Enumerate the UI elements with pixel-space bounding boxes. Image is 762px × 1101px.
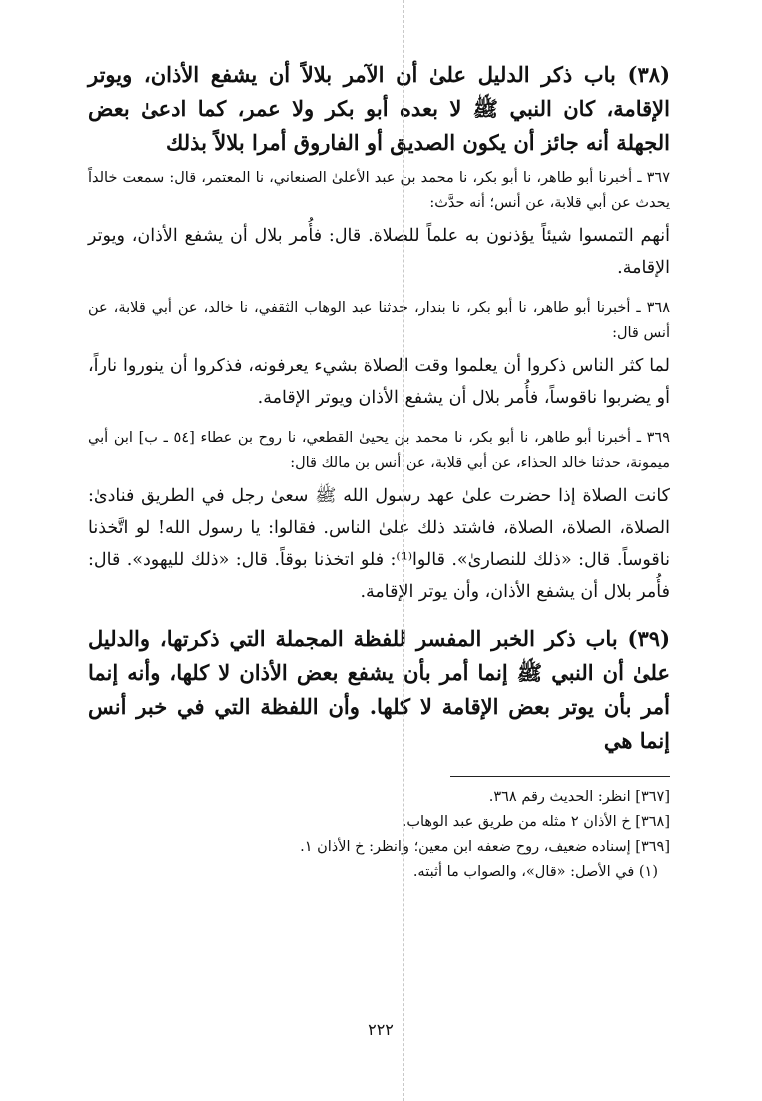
hadith-isnad: ٣٦٩ ـ أخبرنا أبو طاهر، نا أبو بكر، نا محمد بن يحيىٰ القطعي، نا روح بن عطاء [٥٤ ـ ب] ابن أبي ميمونة، حدثنا خالد الحذاء، عن أبي قلابة، عن أنس بن مالك قال: (88, 430, 670, 471)
hadith-text: أنهم التمسوا شيئاً يؤذنون به علماً للصلاة. قال: فأُمر بلال أن يشفع الأذان، ويوتر الإقامة. (88, 226, 670, 278)
page-number: ٢٢٢ (368, 1020, 394, 1039)
hadith-text: لما كثر الناس ذكروا أن يعلموا وقت الصلاة بشيء يعرفونه، فذكروا أن ينوروا ناراً، أو يضربوا ناقوساً، فأُمر بلال أن يشفع الأذان ويوتر الإقامة. (88, 356, 670, 408)
scan-fold-line (403, 0, 404, 1101)
hadith-text: كانت الصلاة إذا حضرت علىٰ عهد رسول الله ﷺ سعىٰ رجل في الطريق فنادىٰ: الصلاة، الصلاة، الصلاة، فاشتد ذلك علىٰ الناس. فقالوا: يا رسول الله! لو اتَّخذنا ناقوساً. قال: «ذلك للنصارىٰ». قالوا⁽¹⁾: فلو اتخذنا بوقاً. قال: «ذلك لليهود». قال: فأُمر بلال أن يشفع الأذان، وأن يوتر الإقامة. (88, 486, 670, 602)
chapter-heading-39: (٣٩) باب ذكر الخبر المفسر للفظة المجملة التي ذكرتها، والدليل علىٰ أن النبي ﷺ إنما أمر بأن يشفع بعض الأذان لا كلها، وأنه إنما أمر بأن يوتر بعض الإقامة لا كلها. وأن اللفظة التي في خبر أنس إنما هي (88, 626, 670, 753)
footnote-368: [٣٦٨] خ الأذان ٢ مثله من طريق عبد الوهاب. (401, 814, 670, 830)
footnote-1: (١) في الأصل: «قال»، والصواب ما أثبته. (412, 864, 658, 880)
hadith-367 (88, 166, 670, 284)
hadith-isnad: ٣٦٨ ـ أخبرنا أبو طاهر، نا أبو بكر، نا بندار، حدثنا عبد الوهاب الثقفي، نا خالد، عن أبي قلابة، عن أنس قال: (88, 300, 670, 341)
chapter-heading-38: (٣٨) باب ذكر الدليل علىٰ أن الآمر بلالاً أن يشفع الأذان، ويوتر الإقامة، كان النبي ﷺ لا بعده أبو بكر ولا عمر، كما ادعىٰ بعض الجهلة أنه جائز أن يكون الصديق أو الفاروق أمرا بلالاً بذلك (88, 62, 670, 155)
hadith-368 (88, 296, 670, 414)
hadith-isnad: ٣٦٧ ـ أخبرنا أبو طاهر، نا أبو بكر، نا محمد بن عبد الأعلىٰ الصنعاني، نا المعتمر، قال: سمعت خالداً يحدث عن أبي قلابة، عن أنس؛ أنه حدَّث: (88, 170, 670, 211)
footnote-divider (450, 776, 670, 777)
footnotes (88, 785, 670, 885)
footnote-367: [٣٦٧] انظر: الحديث رقم ٣٦٨. (488, 789, 670, 805)
footnote-369: [٣٦٩] إسناده ضعيف، روح ضعفه ابن معين؛ وانظر: خ الأذان ١. (300, 839, 670, 855)
hadith-369 (88, 426, 670, 608)
